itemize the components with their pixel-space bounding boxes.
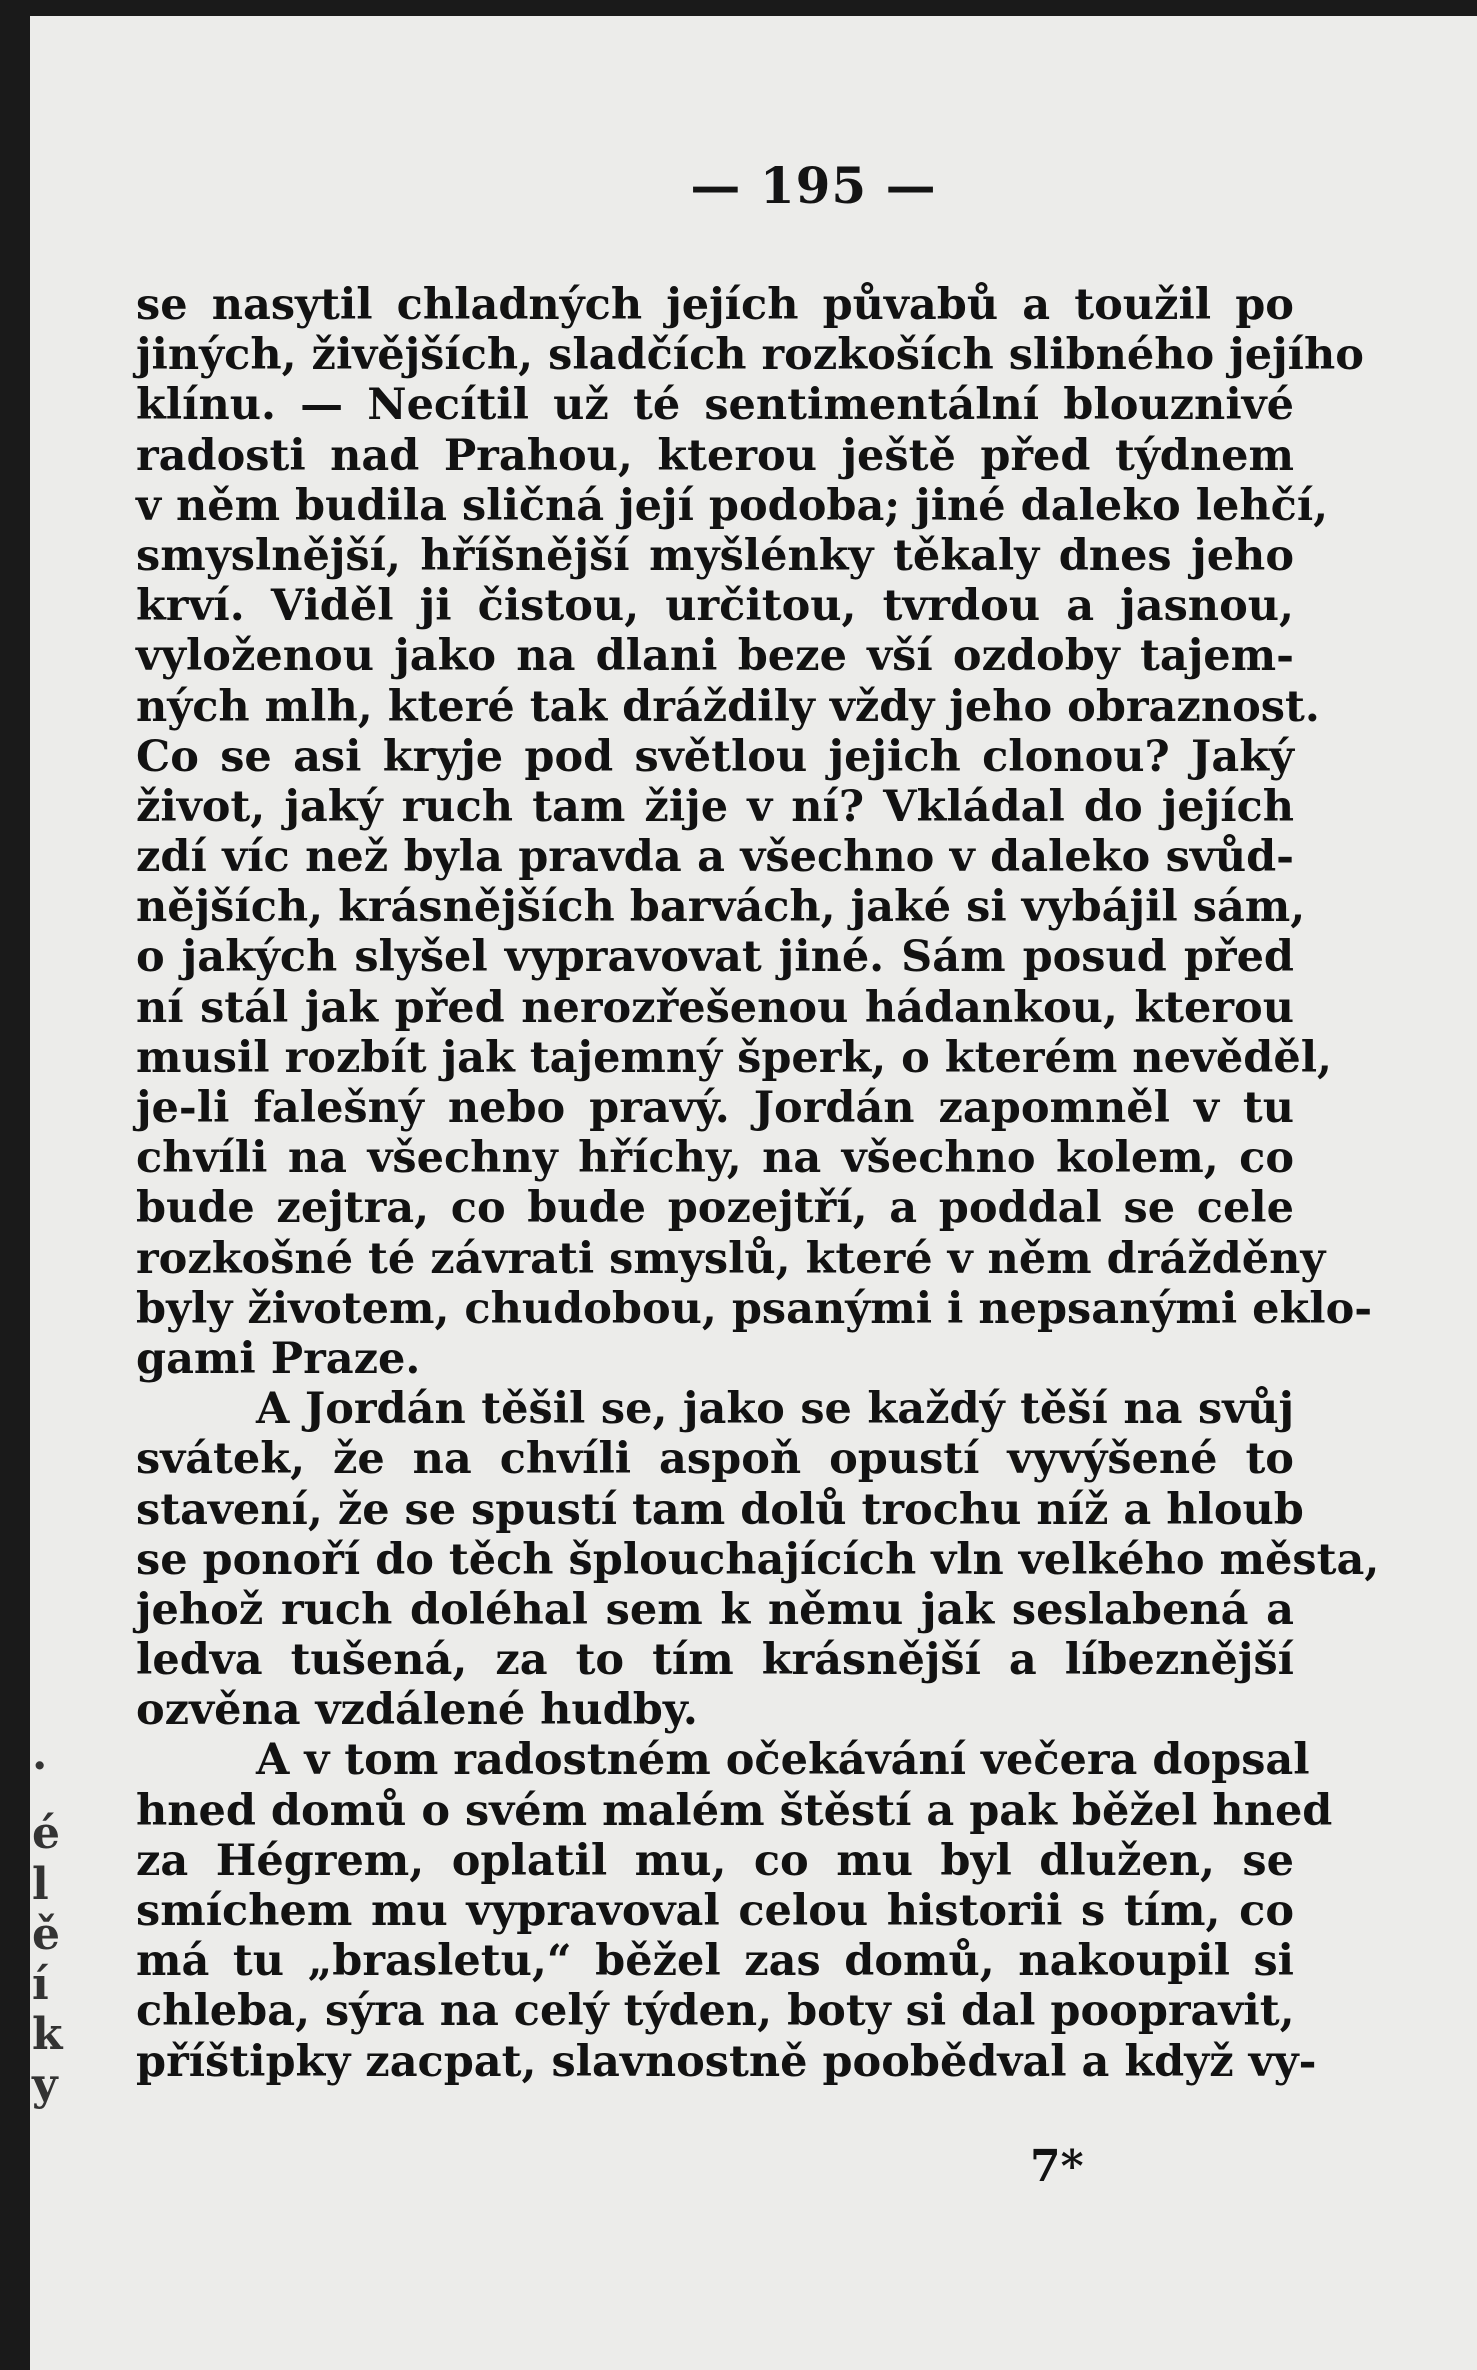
text-line: příštipky zacpat, slavnostně poobědval a když vy- — [136, 2036, 1317, 2087]
text-line: ní stál jak před nerozřešenou hádankou, kterou — [136, 982, 1294, 1033]
text-line: ledva tušená, za to tím krásnější a líbeznější — [136, 1635, 1294, 1686]
text-line: hned domů o svém malém štěstí a pak běžel hned — [136, 1785, 1333, 1836]
page-number: — 195 — — [690, 156, 937, 215]
margin-bleed-char: í — [32, 1959, 49, 2010]
text-line: smyslnější, hříšnější myšlénky těkaly dnes jeho — [136, 530, 1294, 581]
text-line: bude zejtra, co bude pozejtří, a poddal se cele — [136, 1183, 1294, 1234]
margin-bleed-char: k — [32, 2009, 63, 2060]
text-line: A Jordán těšil se, jako se každý těší na svůj — [256, 1384, 1294, 1435]
text-line: v něm budila sličná její podoba; jiné daleko lehčí, — [136, 480, 1329, 531]
text-line: jiných, živějších, sladčích rozkoších slibného jejího — [136, 330, 1364, 381]
text-line: za Hégrem, oplatil mu, co mu byl dlužen, se — [136, 1835, 1294, 1886]
body-text — [136, 280, 1380, 2087]
margin-bleed-char: é — [32, 1808, 60, 1859]
printer-signature-mark: 7* — [1030, 2141, 1084, 2192]
text-line: jehož ruch doléhal sem k němu jak seslabená a — [136, 1584, 1294, 1635]
text-line: ozvěna vzdálené hudby. — [136, 1685, 698, 1736]
text-line: smíchem mu vypravoval celou historii s tím, co — [136, 1886, 1294, 1936]
text-line: nějších, krásnějších barvách, jaké si vybájil sám, — [136, 882, 1306, 933]
text-line: musil rozbít jak tajemný šperk, o kterém nevěděl, — [136, 1032, 1333, 1083]
text-line: svátek, že na chvíli aspoň opustí vyvýšené to — [136, 1434, 1294, 1485]
text-line: chleba, sýra na celý týden, boty si dal poopravit, — [136, 1986, 1295, 2037]
margin-bleed-char: ě — [32, 1909, 60, 1960]
text-line: se nasytil chladných jejích půvabů a toužil po — [136, 280, 1294, 330]
margin-bleed-char: . — [32, 1729, 48, 1780]
margin-bleed-char: l — [32, 1859, 49, 1910]
scan-edge-left — [0, 0, 30, 2370]
text-line: byly životem, chudobou, psanými i nepsanými eklo- — [136, 1283, 1373, 1334]
text-line: gami Praze. — [136, 1333, 421, 1384]
text-line: o jakých slyšel vypravovat jiné. Sám posud před — [136, 932, 1294, 983]
text-line: A v tom radostném očekávání večera dopsal — [256, 1735, 1310, 1786]
text-line: chvíli na všechny hříchy, na všechno kolem, co — [136, 1133, 1294, 1184]
margin-bleed-char: y — [32, 2059, 58, 2110]
text-line: má tu „brasletu,“ běžel zas domů, nakoupil si — [136, 1936, 1294, 1987]
scan-edge-top — [0, 0, 1477, 16]
text-line: ných mlh, které tak dráždily vždy jeho obraznost. — [136, 681, 1320, 732]
text-line: zdí víc než byla pravda a všechno v daleko svůd- — [136, 832, 1294, 883]
text-line: radosti nad Prahou, kterou ještě před týdnem — [136, 430, 1294, 481]
book-page — [30, 16, 1477, 2370]
text-line: se ponoří do těch šplouchajících vln velkého města, — [136, 1534, 1380, 1585]
text-line: stavení, že se spustí tam dolů trochu níž a hloub — [136, 1484, 1304, 1535]
text-line: Co se asi kryje pod světlou jejich clonou? Jaký — [136, 731, 1294, 782]
text-line: klínu. — Necítil už té sentimentální blouznivé — [136, 380, 1294, 431]
text-line: je-li falešný nebo pravý. Jordán zapomněl v tu — [136, 1083, 1294, 1133]
text-line: krví. Viděl ji čistou, určitou, tvrdou a jasnou, — [136, 581, 1294, 632]
text-line: život, jaký ruch tam žije v ní? Vkládal do jejích — [136, 781, 1294, 832]
text-line: vyloženou jako na dlani beze vší ozdoby tajem- — [136, 631, 1294, 682]
text-line: rozkošné té závrati smyslů, které v něm drážděny — [136, 1233, 1326, 1284]
